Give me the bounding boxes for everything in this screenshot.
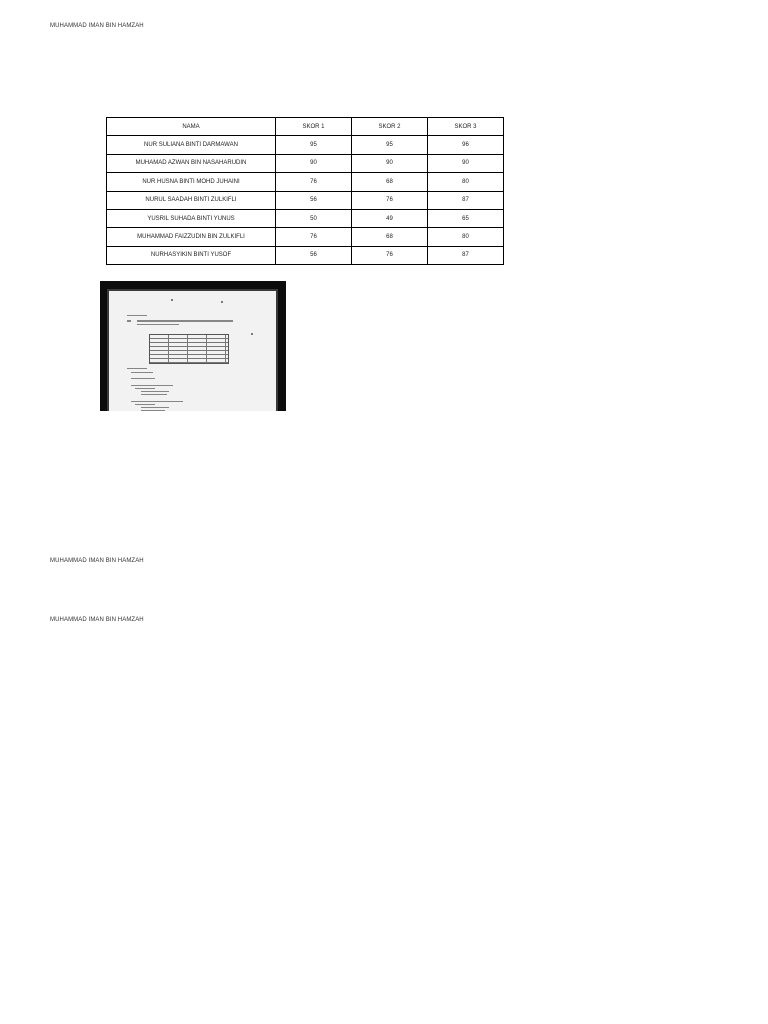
cell-name: NURUL SAADAH BINTI ZULKIFLI [107, 191, 276, 209]
cell-name: NUR HUSNA BINTI MOHD JUHAINI [107, 173, 276, 191]
table-row [107, 136, 504, 154]
cell-skor-1: 95 [276, 136, 352, 154]
cell-name: NUR SULIANA BINTI DARMAWAN [107, 136, 276, 154]
column-header-skor-3: SKOR 3 [428, 118, 504, 136]
cell-name: MUHAMAD AZWAN BIN NASAHARUDIN [107, 154, 276, 172]
cell-skor-3: 96 [428, 136, 504, 154]
cell-skor-3: 87 [428, 191, 504, 209]
cell-skor-3: 65 [428, 209, 504, 227]
column-header-skor-2: SKOR 2 [352, 118, 428, 136]
table-row [107, 228, 504, 246]
cell-skor-3: 87 [428, 246, 504, 264]
score-table [106, 117, 504, 265]
cell-name: YUSRIL SUHADA BINTI YUNUS [107, 209, 276, 227]
cell-skor-3: 80 [428, 173, 504, 191]
author-name-header: MUHAMMAD IMAN BIN HAMZAH [50, 23, 144, 29]
cell-skor-2: 90 [352, 154, 428, 172]
cell-skor-1: 56 [276, 246, 352, 264]
cell-name: MUHAMMAD FAIZZUDIN BIN ZULKIFLI [107, 228, 276, 246]
cell-skor-2: 68 [352, 228, 428, 246]
cell-skor-1: 76 [276, 228, 352, 246]
table-row [107, 173, 504, 191]
cell-skor-1: 90 [276, 154, 352, 172]
cell-skor-1: 50 [276, 209, 352, 227]
cell-skor-1: 76 [276, 173, 352, 191]
column-header-nama: NAMA [107, 118, 276, 136]
table-row [107, 246, 504, 264]
cell-skor-1: 56 [276, 191, 352, 209]
author-name-footer-1: MUHAMMAD IMAN BIN HAMZAH [50, 558, 144, 564]
table-row [107, 209, 504, 227]
cell-skor-3: 90 [428, 154, 504, 172]
table-row [107, 191, 504, 209]
cell-name: NURHASYIKIN BINTI YUSOF [107, 246, 276, 264]
cell-skor-2: 95 [352, 136, 428, 154]
cell-skor-2: 76 [352, 191, 428, 209]
scanned-paper [109, 291, 276, 411]
author-name-footer-2: MUHAMMAD IMAN BIN HAMZAH [50, 617, 144, 623]
table-row [107, 154, 504, 172]
table-header-row [107, 118, 504, 136]
cell-skor-2: 68 [352, 173, 428, 191]
cell-skor-3: 80 [428, 228, 504, 246]
scanned-worksheet-photo [100, 281, 286, 411]
cell-skor-2: 49 [352, 209, 428, 227]
column-header-skor-1: SKOR 1 [276, 118, 352, 136]
cell-skor-2: 76 [352, 246, 428, 264]
